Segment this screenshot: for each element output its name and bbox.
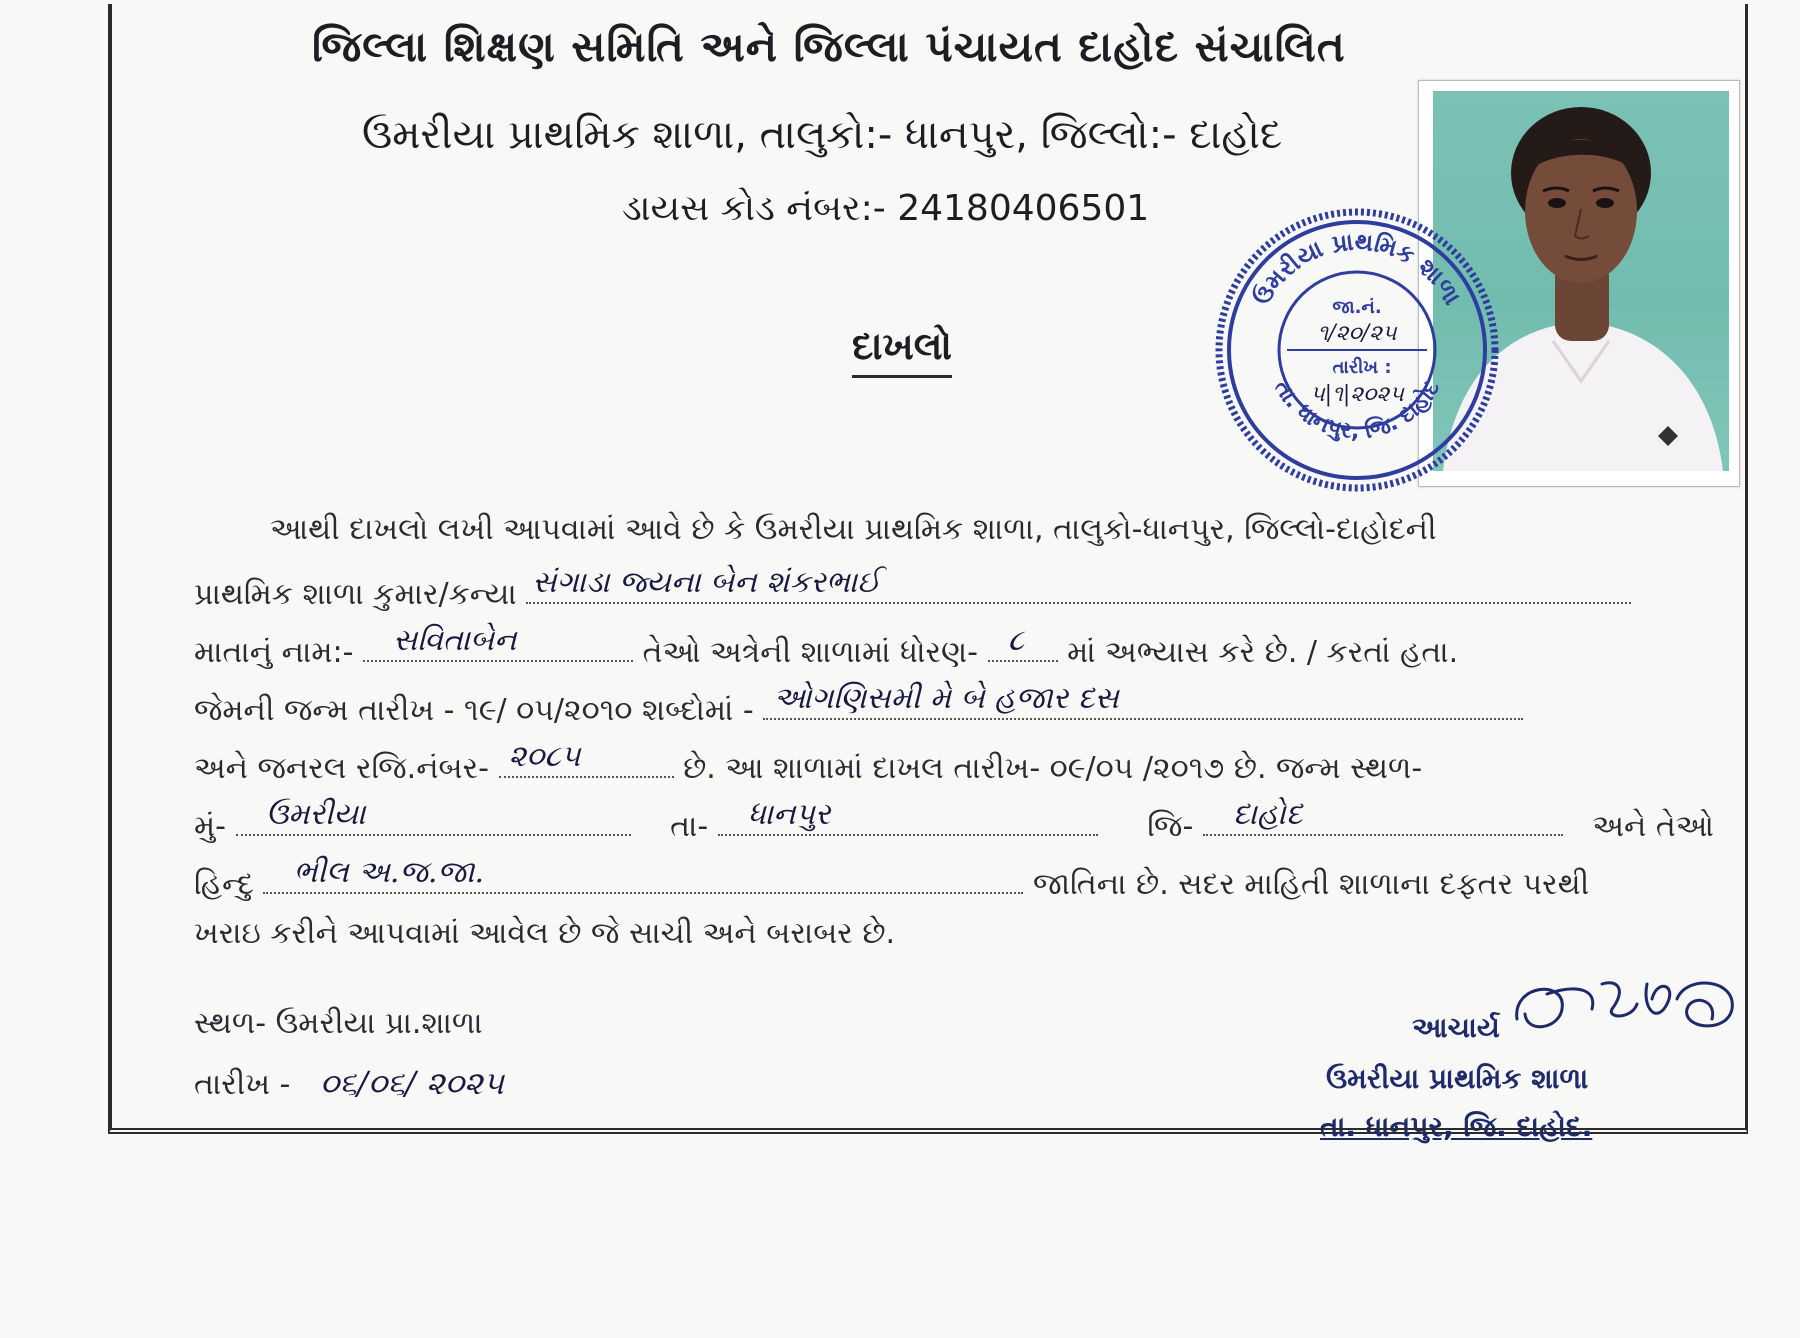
student-name-field bbox=[526, 565, 1631, 604]
caste-text: જાતિના છે. સદર માહિતી શાળાના દફતર પરથી bbox=[1033, 867, 1590, 902]
principal-school: ઉમરીયા પ્રાથમિક શાળા bbox=[1326, 1062, 1589, 1095]
taluka-handwritten: ધાનપુર bbox=[747, 797, 831, 832]
village-label: મું- bbox=[194, 809, 227, 844]
stamp-jana-value: ૧/૨૦/૨૫ bbox=[1317, 321, 1397, 346]
body-line-6 bbox=[194, 797, 1734, 844]
certificate-title: દાખલો bbox=[852, 324, 952, 378]
mother-label: માતાનું નામ:- bbox=[194, 635, 354, 670]
header-line-2: ઉમરીયા પ્રાથમિક શાળા, તાલુકો:- ધાનપુર, જિલ્લો:- દાહોદ bbox=[362, 112, 1283, 158]
header-line-1: જિલ્લા શિક્ષણ સમિતિ અને જિલ્લા પંચાયત દાહોદ સંચાલિત bbox=[312, 22, 1346, 71]
district-handwritten: દાહોદ bbox=[1232, 797, 1303, 832]
student-label: પ્રાથમિક શાળા કુમાર/કન્યા bbox=[194, 577, 517, 612]
stamp-jana-label: જા.નં. bbox=[1332, 297, 1382, 318]
body-line-3 bbox=[194, 623, 1459, 670]
date-label: તારીખ - bbox=[194, 1067, 291, 1102]
stamp-top-text: ઉમરીયા પ્રાથમિક શાળા bbox=[1247, 227, 1467, 310]
standard-text: તેઓ અત્રેની શાળામાં ધોરણ- bbox=[642, 635, 979, 670]
and-they-text: અને તેઓ bbox=[1592, 809, 1714, 844]
standard-field bbox=[988, 623, 1058, 662]
village-field bbox=[236, 797, 631, 836]
student-name-handwritten: સંગાડા જ્યના બેન શંકરભાઈ bbox=[532, 565, 881, 600]
birth-date-words-field bbox=[763, 681, 1523, 720]
district-field bbox=[1203, 797, 1563, 836]
birth-date-label: જેમની જન્મ તારીખ - ૧૯/ ૦૫/૨૦૧૦ શબ્દોમાં - bbox=[194, 693, 754, 728]
register-number-handwritten: ૨૦૮૫ bbox=[508, 739, 581, 774]
stamp-date-value: ૫|૧|૨૦૨૫ bbox=[1310, 382, 1404, 407]
caste-field bbox=[263, 855, 1023, 894]
body-line-7 bbox=[194, 855, 1590, 902]
body-line-1-text: આથી દાખલો લખી આપવામાં આવે છે કે ઉમરીયા પ્રાથમિક શાળા, તાલુકો-ધાનપુર, જિલ્લો-દાહોદની bbox=[270, 512, 1437, 547]
body-line-2 bbox=[194, 565, 1631, 612]
body-line-8: ખરાઇ કરીને આપવામાં આવેલ છે જે સાચી અને બરાબર છે. bbox=[194, 916, 896, 951]
mother-name-handwritten: સવિતાબેન bbox=[393, 623, 517, 658]
stamp-date-label: તારીખ : bbox=[1332, 357, 1392, 378]
dise-code-line: ડાયસ કોડ નંબર:- 24180406501 bbox=[622, 188, 1150, 229]
body-line-4 bbox=[194, 681, 1523, 728]
village-handwritten: ઉમરીયા bbox=[265, 797, 366, 832]
mother-name-field bbox=[363, 623, 633, 662]
taluka-label: તા- bbox=[670, 809, 709, 844]
school-round-stamp bbox=[1212, 205, 1502, 495]
register-number-field bbox=[499, 739, 674, 778]
register-label: અને જનરલ રજિ.નંબર- bbox=[194, 751, 489, 786]
principal-place: તા. ધાનપુર, જિ. દાહોદ. bbox=[1320, 1110, 1593, 1143]
standard-handwritten: ૮ bbox=[1007, 623, 1025, 658]
date-line bbox=[194, 1064, 504, 1103]
district-label: જિ- bbox=[1147, 809, 1194, 844]
stamp-bottom-text: તા. ધાનપુર, જિ. દાહોદ bbox=[1268, 376, 1446, 445]
birth-date-words-handwritten: ઓગણિસમી મે બે હજાર દસ bbox=[773, 681, 1119, 716]
religion-label: હિન્દુ bbox=[194, 867, 254, 902]
body-line-1 bbox=[270, 512, 1437, 547]
principal-title: આચાર્ય bbox=[1412, 1011, 1500, 1044]
admission-text: છે. આ શાળામાં દાખલ તારીખ- ૦૯/૦૫ /૨૦૧૭ છે. જન્મ સ્થળ- bbox=[683, 751, 1423, 786]
date-handwritten: ૦૬/૦૬/ ૨૦૨૫ bbox=[319, 1064, 504, 1102]
place-line: સ્થળ- ઉમરીયા પ્રા.શાળા bbox=[194, 1006, 483, 1041]
taluka-field bbox=[718, 797, 1098, 836]
body-line-5 bbox=[194, 739, 1423, 786]
principal-signature bbox=[1507, 964, 1757, 1054]
study-status-text: માં અભ્યાસ કરે છે. / કરતાં હતા. bbox=[1067, 635, 1459, 670]
caste-handwritten: ભીલ અ.જ.જા. bbox=[293, 855, 484, 890]
